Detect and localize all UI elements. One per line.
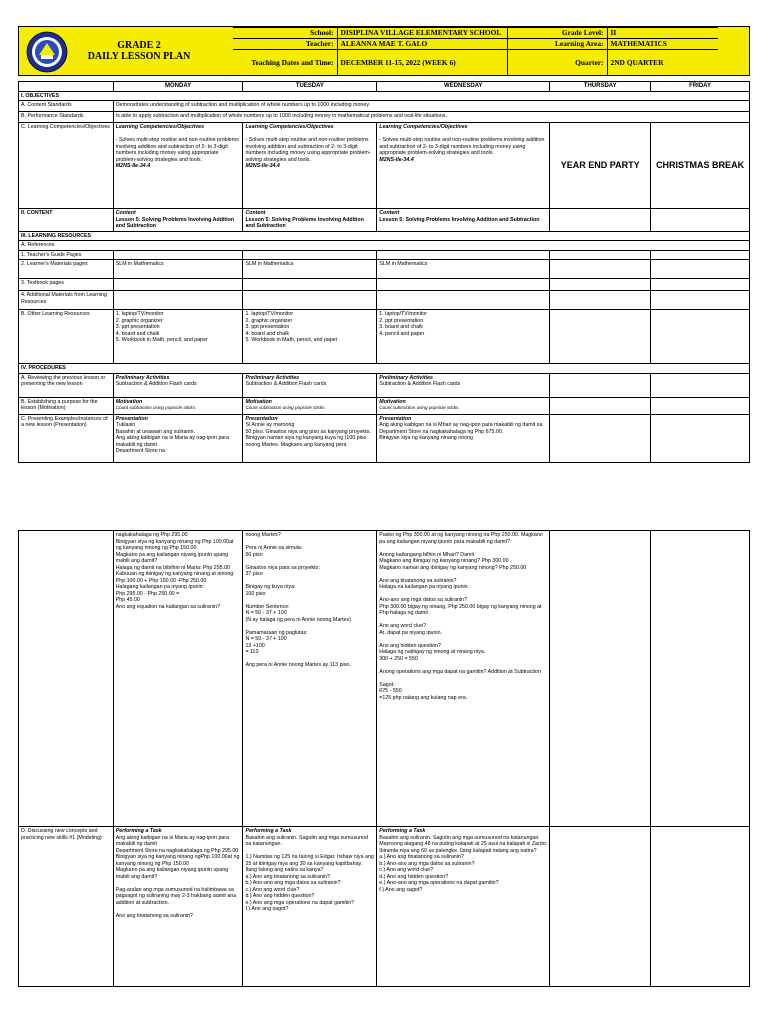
presenting-label: C. Presenting Examples/instances of a new lesson (Presentation) [19,414,114,462]
performance-standards-text: Is able to apply subtraction and multiplication of whole numbers up to 1000 including money in mathematical problems and real-life situations. [113,112,749,123]
presenting-wednesday [377,414,550,462]
lesson-plan-table-page2 [18,530,750,987]
competencies-text: - Solves multi-step routine and non-routine problems involving addition and subtraction of 2- to 3-digit numbers including money using appropriate problem-solving strategies and tools. [115,137,239,163]
textbook-pages-label: 3. Textbook pages [19,279,114,291]
day-header-friday: FRIDAY [651,82,750,92]
task-text: Basahin ang suliranin. Sagutin ang mga sumusunod na katanungan. Mayroong alagang 48 na puting kalapati at 25 asul na kalapati si Zardo: Ibinenta niya ang 60 sa palengke. Ilang kalapati nalang ang natira? a.) Ano ang tinatanong sa suliranin? b.) Ano-ano ang mga datos sa suliranin? c.) Ano ang word clue? d.) Ano ang hidden question? e.) Ano-ano ang mga operations na dapat gamitin? f.) Ano ang sagot? [379,834,548,893]
content-monday [113,209,243,232]
presentation-text: Si Annie ay maroong 50 piso. Ginastos niya ang piso sa kanyang proyekto. Binigyan naman siya ng kanyang kuya ng (100 piso noong Martes. Magkano ang kanyang pera [245,422,371,448]
competencies-heading: Learning Competencies/Objectives [379,124,468,130]
quarter-label: Quarter: [507,50,607,76]
quarter-value: 2ND QUARTER [607,50,718,76]
learners-materials-label: 2. Learner's Materials pages [19,260,114,279]
presentation-heading: Presentation [379,415,412,422]
presentation-heading: Presentation [245,415,278,422]
competency-code: M2NS-IIe-34.4 [115,163,151,169]
competency-code: M2NS-IIe-34.4 [245,163,280,169]
thursday-note: YEAR END PARTY [550,123,651,209]
presentation-heading: Presentation [115,415,148,422]
continuation-monday: nagkakahalaga ng Php 295.00. Binigyan siya ng kanyang ninang ng Php 100.00at ng kanyang ninong ng Php 150.00. Magkano pa ang kailangan niyang ipunin upang mabili ang damit? Halaga ng damit na bibilhin ni Maria: Php 295.00 Kabuuan ng ibinigay ng kanyang ninang at ninong: Php 100.00 + Php 150.00 -Php 250.00 Halagang kailangan pa niyang ipunin: Php 295.00 - Php 250.00 = Php 45.00 Ano ang equation na kailangan sa suliranin? [113,531,243,827]
other-resources-label: B. Other Learning Resources [19,310,114,364]
purpose-monday [113,397,243,414]
learners-materials-wednesday: SLM in Mathematics [377,260,550,279]
task-heading: Performing a Task [115,828,162,834]
competencies-text: - Solves multi-step routine and non-routine problems involving addition and subtraction of 2- to 3-digit numbers including money using appropriate problem-solving strategies and tools. [379,137,545,156]
content-heading: Content [115,210,136,216]
dates-label: Teaching Dates and Time: [233,50,337,76]
learning-area-label: Learning Area: [507,39,607,50]
competencies-label: C. Learning Competencies/Objectives [19,123,114,209]
continuation-wednesday: Pasko ng Php 300.00 at ng kanyang ninong na Php 250.00. Magkano pa ang kailangan niyang ipunin para makabili ng damit? Anong kailangang bilhin ni Mhari? Damit Magkano ang ibinigay ng kanyang ninang? Php 300.00 Magkano naman ang ibinigay ng kanyang ninong? Php 250.00 Ano ang tinatanong sa suliranin? Halaga na kailangan pa niyang ipunin. Ano-ano ang mga datos sa suliranin? Php 300.00 bigay ng ninang, Php 250.00 bigay ng kanyang ninong at Php halaga ng damit Ano ang word clue? At. dapat pa niyang ipunin. Ano ang hidden question? Halaga ng naibigay ng ninong at ninang niya. 300 + 250 = 550 Anong operations ang mga dapat na gamitin? Addition at Subtraction Sagot: 675 - 550 =125 php nalang ang kulang nap era. [377,531,550,827]
reviewing-label: A. Reviewing the previous lesson or presenting the new lesson [19,373,114,397]
preliminary-heading: Preliminary Activities [245,374,300,381]
reviewing-monday [113,373,243,397]
motivation-text: Count subtraction using popsicle sticks. [115,405,197,410]
preliminary-text: Subtraction & Addition Flash cards [379,381,461,387]
content-thursday [550,209,651,232]
corner-cell [19,82,114,92]
grade-level-label: Grade Level: [507,28,607,39]
motivation-heading: Motivation [245,398,272,405]
reviewing-wednesday [377,373,550,397]
other-resources-tuesday: 1. laptop/TV/monitor 2. graphic organizer 3. ppt presentation 4. board and chalk 5. Workbook in Math, pencil, and paper [243,310,377,364]
content-heading: Content [245,210,266,216]
task-text: Ang aking kaibigan na si Maria ay nag-ipon para makabili ng damit Department Store na nagkakahalaga ng Php 295.00 Binigyan siya ng kanyang ninang ngPhp 100.00at ng kanyang ninong ng Php 150.00 Magkano pa ang kailangan niyang ipunin upang mabili ang damit? Pag-aralan ang mga sumusunod na halimbawa sa pagsagot ng suliraning may 2-3 hakbang aamit ana addition at subtraction. Ano ang tinatanong sa suliranin? [115,834,240,919]
other-resources-monday: 1. laptop/TV/monitor 2. graphic organizer 3. ppt presentation 4. board and chalk 5. Workbook in Math, pencil, and paper [113,310,243,364]
teacher-value: ALEANNA MAE T. GALO [337,39,507,50]
preliminary-text: Subtraction & Addition Flash cards [115,381,197,387]
content-standards-text: Demonstrates understanding of subtraction and multiplication of whole numbers up to 1000 including money. [113,101,749,112]
purpose-label: B. Establishing a purpose for the lesson (Motivation) [19,397,114,414]
plan-type-title: DAILY LESSON PLAN [87,51,191,62]
content-friday [651,209,750,232]
content-lesson: Lesson 5: Solving Problems Involving Addition and Subtraction [379,216,540,223]
preliminary-heading: Preliminary Activities [379,374,433,381]
preliminary-heading: Preliminary Activities [115,374,170,381]
header-info-table [233,27,718,76]
day-header-thursday: THURSDAY [550,82,651,92]
day-header-monday: MONDAY [113,82,243,92]
teachers-guide-label: 1. Teacher's Guide Pages [19,250,114,260]
grade-level-value: II [607,28,718,39]
competencies-wednesday [377,123,550,209]
task-heading: Performing a Task [245,828,292,834]
competencies-monday [113,123,243,209]
references-label: A. References [19,241,750,251]
competencies-text: - Solves multi-step routine and non-routine problems involving addition and subtraction of 2- to 3-digit numbers including money using appropriate problem-solving strategies and tools. [245,137,371,163]
other-resources-wednesday: 1. laptop/TV/monitor 2. ppt presentation 3. board and chalk 4. pencil and paper [377,310,550,364]
additional-materials-label: 4. Additional Materials from Learning Resources [19,291,114,310]
content-heading: Content [379,210,400,216]
day-header-wednesday: WEDNESDAY [377,82,550,92]
deped-seal-logo [25,31,69,73]
preliminary-text: Subtraction & Addition Flash cards [245,381,327,387]
performance-standards-label: B. Performance Standards [19,112,114,123]
discussing-label: D. Discussing new concepts and practicing new skills #1 (Modeling) [19,827,114,987]
school-value: DISIPLINA VILLAGE ELEMENTARY SCHOOL [337,28,507,39]
competencies-heading: Learning Competencies/Objectives [115,124,205,130]
task-text: Basahin ang suliranin. Sagutin ang mga sumusunod na katanungan. 1.) Namitas ng 125 na talong si Edgar. Inihaw niya ang 25 at ibinigay niya ang 30 sa kanyang kapitbahay. Ilang talong ang natira sa kanya? a.) Ano ang tinatanong sa suliranin? b.) Ano-ano ang mga datos sa suliranin? c.) Ano ang word clue? d.) Ano ang hidden question? e.) Ano ang mga operations na dapat gamitin? f.) Ano ang sagot? [245,834,374,912]
section-objectives: I. OBJECTIVES [19,91,750,101]
continuation-tuesday: noong Martes? Pera ni Annie sa simula: 50 piso Ginastos niya para sa proyekto: 37 piso Binigay ng kuya niya: 100 piso Number Sentence: N = 50 - 37 + 100 (N ay halaga ng pera ni Annie noong Martes) Pamamaraan ng paglutas: N = 50 - 37 + 100 13 +100 = 113 Ang pera ni Annie noong Martes ay 113 piso. [243,531,377,827]
reviewing-tuesday [243,373,377,397]
presentation-text: Tuklasin Basahin at unawain ang suliranin. Ang aking kaibigan na si Maria ay nag-ipon para makabili ng damit Department Store na [115,422,230,454]
motivation-text: Count subtraction using popsicle sticks. [245,405,326,410]
competencies-heading: Learning Competencies/Objectives [245,124,334,130]
competencies-tuesday [243,123,377,209]
motivation-text: Count subtraction using popsicle sticks. [379,405,460,410]
task-heading: Performing a Task [379,828,426,834]
school-label: School: [233,28,337,39]
motivation-heading: Motivation [379,398,406,405]
learners-materials-monday: SLM in Mathematics [113,260,243,279]
discussing-monday [113,827,243,987]
content-tuesday [243,209,377,232]
discussing-wednesday [377,827,550,987]
dates-value: DECEMBER 11-15, 2022 (WEEK 6) [337,50,507,76]
presenting-monday [113,414,243,462]
grade-title: GRADE 2 [117,40,161,51]
motivation-heading: Motivation [115,398,143,405]
discussing-tuesday [243,827,377,987]
purpose-tuesday [243,397,377,414]
learning-area-value: MATHEMATICS [607,39,718,50]
content-wednesday [377,209,550,232]
presenting-tuesday [243,414,377,462]
friday-note: CHRISTMAS BREAK [651,123,750,209]
competency-code: M2NS-IIe-34.4 [379,156,414,163]
content-label: II. CONTENT [19,209,114,232]
presentation-text: Ang aking kaibigan na si Mhari ay nag-ipon para makabili ng damit sa Department Store na nagkakahalaga ng Php 675.00. Binigyan siya ng kanyang ninang noong [379,422,543,441]
section-procedures: IV. PROCEDURES [19,364,750,374]
teacher-label: Teacher: [233,39,337,50]
purpose-wednesday [377,397,550,414]
content-lesson: Lesson 5: Solving Problems Involving Addition and Subtraction [115,216,235,229]
content-lesson: Lesson 5: Solving Problems Involving Addition and Subtraction [245,216,364,229]
section-learning-resources: III. LEARNING RESOURCES [19,231,750,241]
day-header-tuesday: TUESDAY [243,82,377,92]
learners-materials-tuesday: SLM in Mathematics [243,260,377,279]
content-standards-label: A. Content Standards [19,101,114,112]
grade-title-block [79,40,199,62]
lesson-plan-header [18,26,750,76]
lesson-plan-table-page1 [18,81,750,463]
